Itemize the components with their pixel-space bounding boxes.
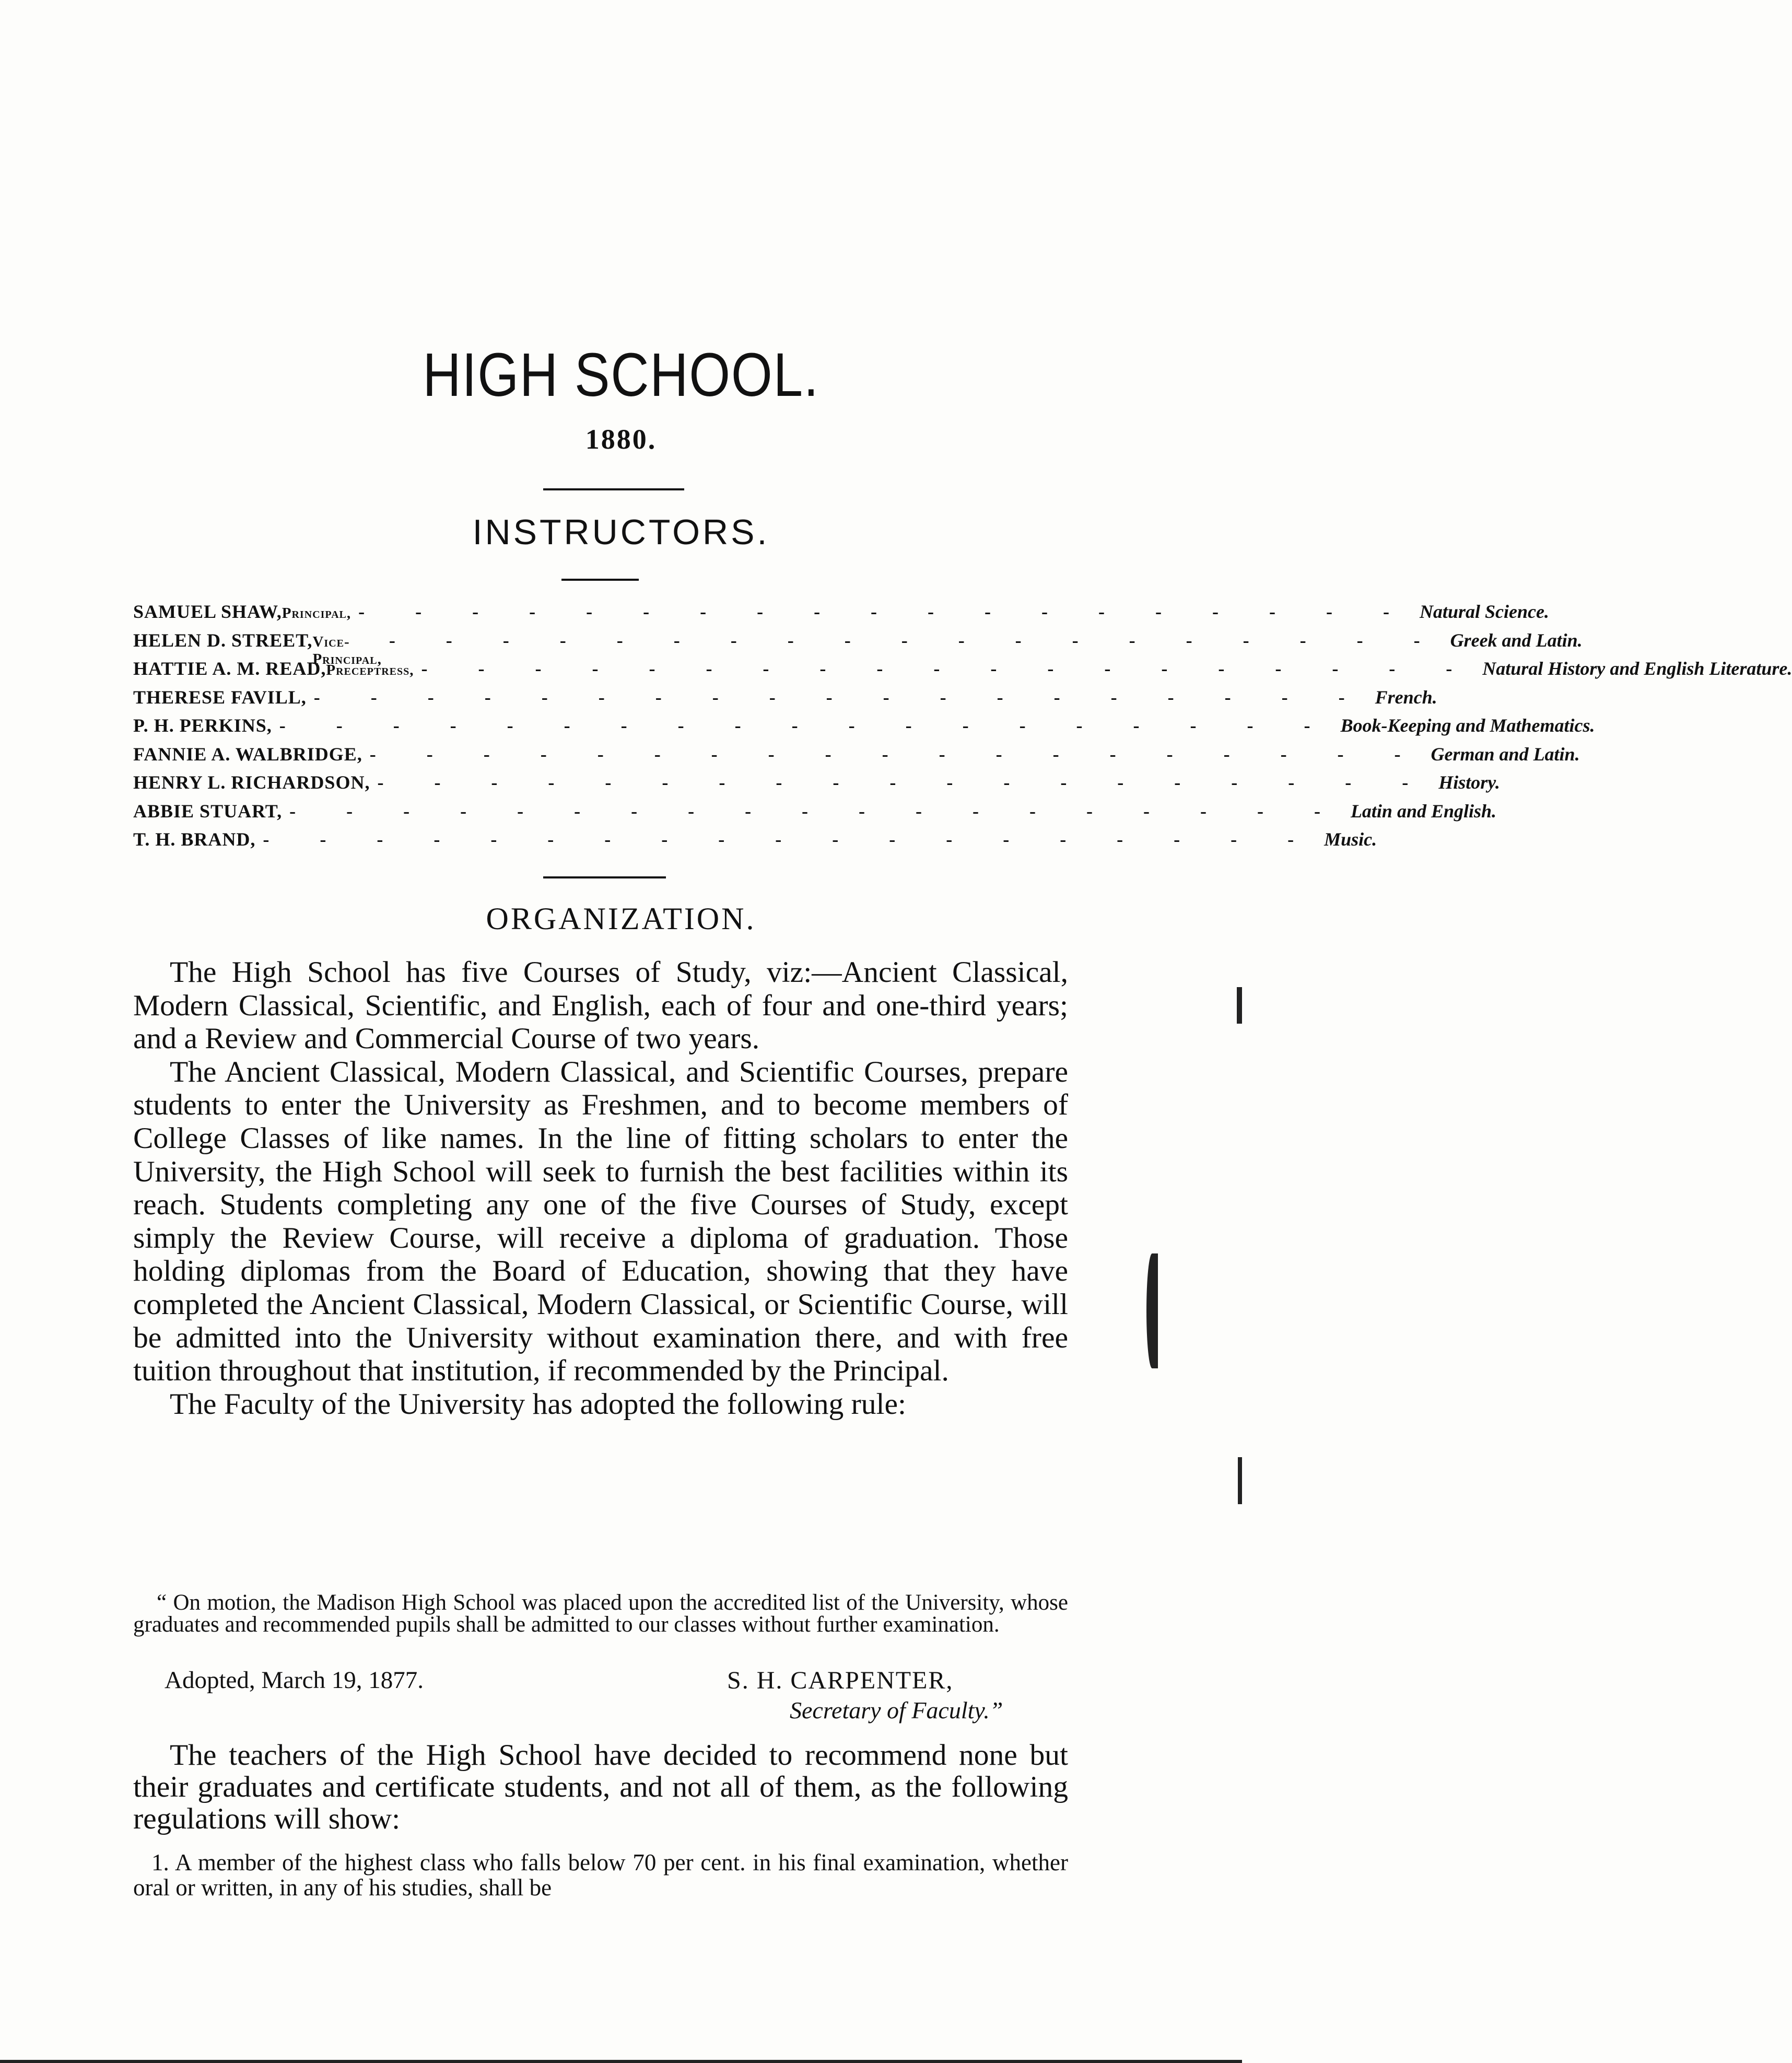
instructor-row xyxy=(133,658,1792,686)
adopted-date: Adopted, March 19, 1877. xyxy=(165,1667,424,1694)
scan-mark xyxy=(1238,1457,1242,1504)
instructor-row xyxy=(133,601,1549,629)
scan-mark xyxy=(0,2060,1242,2063)
instructor-subject: Latin and English. xyxy=(1350,800,1497,822)
instructor-name: P. H. PERKINS, xyxy=(133,715,272,736)
instructor-row xyxy=(133,828,1377,857)
instructor-name: HELEN D. STREET, xyxy=(133,629,313,651)
page-year: 1880. xyxy=(585,424,657,455)
instructor-subject: Book-Keeping and Mathematics. xyxy=(1340,715,1595,736)
instructor-row xyxy=(133,714,1595,743)
organization-body xyxy=(133,956,1068,1421)
instructor-role: Vice-Principal, xyxy=(312,633,382,667)
instructor-name: ABBIE STUART, xyxy=(133,800,283,822)
divider xyxy=(561,579,639,581)
instructor-name: SAMUEL SHAW, xyxy=(133,601,282,622)
leader-dashes: - - - - - - - - - - - - - - - - - - - xyxy=(389,629,1443,651)
instructors-list xyxy=(133,601,1792,857)
leader-dashes: - - - - - - - - - - - - - - - - - - - xyxy=(421,658,1475,679)
instructor-name: HENRY L. RICHARDSON, xyxy=(133,772,370,793)
divider xyxy=(543,876,666,878)
leader-dashes: - - - - - - - - - - - - - - - - - - - xyxy=(289,800,1343,822)
leader-dashes: - - - - - - - - - - - - - - - - - - - xyxy=(263,829,1317,850)
leader-dashes: - - - - - - - - - - - - - - - - - - - xyxy=(313,686,1368,708)
instructor-row xyxy=(133,771,1500,800)
paragraph: The teachers of the High School have decided to recommend none but their graduates and certificate students, and not all of them, as the following regulations will show: xyxy=(133,1739,1068,1835)
instructor-subject: Natural History and English Literature. xyxy=(1482,658,1792,679)
instructor-subject: Natural Science. xyxy=(1419,601,1549,622)
paragraph: The Ancient Classical, Modern Classical, and Scientific Courses, prepare students to enter the University as Freshmen, and to become members of College Classes of like names. In the line of fitting scholars to enter the University, the High School will seek to furnish the best facilities within its reach. Students completing any one of the five Courses of Study, except simply the Review Course, will receive a diploma of graduation. Those holding diplomas from the Board of Education, showing that they have completed the Ancient Classical, Modern Classical, or Scientific Course, will be admitted into the University without examination there, and with free tuition throughout that institution, if recommended by the Principal. xyxy=(133,1055,1068,1388)
leader-dashes: - - - - - - - - - - - - - - - - - - - xyxy=(358,601,1412,622)
instructor-subject: French. xyxy=(1375,686,1437,708)
instructor-row xyxy=(133,629,1583,667)
instructors-heading: INSTRUCTORS. xyxy=(472,512,770,552)
instructor-row xyxy=(133,743,1580,772)
instructor-role: Preceptress, xyxy=(326,662,414,678)
instructor-name: THERESE FAVILL, xyxy=(133,686,307,708)
instructor-subject: History. xyxy=(1438,772,1500,793)
scan-mark xyxy=(1237,987,1242,1024)
instructor-subject: Music. xyxy=(1324,829,1377,850)
scan-mark xyxy=(1146,1253,1158,1368)
page-title: HIGH SCHOOL. xyxy=(423,341,819,409)
divider xyxy=(543,488,684,490)
instructor-row xyxy=(133,800,1497,829)
leader-dashes: - - - - - - - - - - - - - - - - - - - xyxy=(369,743,1424,765)
regulation-item: 1. A member of the highest class who falls below 70 per cent. in his final examination, whether oral or written, in any of his studies, shall be xyxy=(133,1849,1068,1901)
signer-title: Secretary of Faculty.” xyxy=(790,1697,1003,1724)
recommendation-paragraph xyxy=(133,1739,1068,1835)
instructor-subject: Greek and Latin. xyxy=(1450,629,1583,651)
quote-text: “ On motion, the Madison High School was placed upon the accredited list of the University, whose graduates and recommended pupils shall be admitted to our classes without further examination. xyxy=(133,1590,1068,1637)
instructor-subject: German and Latin. xyxy=(1431,743,1580,765)
paragraph: The High School has five Courses of Study, viz:—Ancient Classical, Modern Classical, Scientific, and English, each of four and one-third years; and a Review and Commercial Course of two years. xyxy=(133,956,1068,1056)
leader-dashes: - - - - - - - - - - - - - - - - - - - xyxy=(279,715,1333,736)
signer-name: S. H. CARPENTER, xyxy=(727,1667,954,1694)
organization-heading: ORGANIZATION. xyxy=(486,901,756,936)
regulation-list xyxy=(133,1850,1068,1900)
faculty-rule-quote xyxy=(133,1592,1068,1636)
instructor-name: FANNIE A. WALBRIDGE, xyxy=(133,743,362,765)
instructor-name: HATTIE A. M. READ, xyxy=(133,658,326,679)
instructor-name: T. H. BRAND, xyxy=(133,829,256,850)
paragraph: The Faculty of the University has adopted the following rule: xyxy=(170,1387,907,1421)
instructor-role: Principal, xyxy=(282,605,352,622)
leader-dashes: - - - - - - - - - - - - - - - - - - - xyxy=(377,772,1432,793)
instructor-row xyxy=(133,686,1437,715)
